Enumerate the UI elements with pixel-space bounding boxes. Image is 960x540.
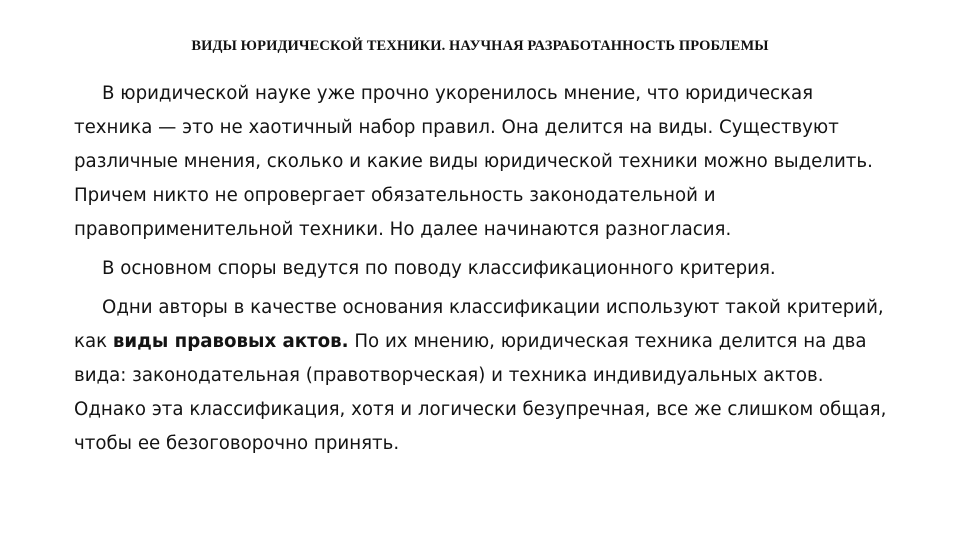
paragraph-1: В юридической науке уже прочно укоренилось мнение, что юридическая техника — это не хаотичный набор правил. Она делится на виды. Существуют различные мнения, сколько и какие виды юридической техники можно выделить. Причем никто не опровергает обязательность законодательной и правоприменительной техники. Но далее начинаются разногласия. bbox=[74, 83, 873, 240]
paragraph-2: В основном споры ведутся по поводу классификационного критерия. bbox=[102, 258, 776, 279]
paragraph-3 bbox=[74, 291, 894, 461]
paragraph-3-emphasis: виды правовых актов. bbox=[112, 331, 349, 352]
slide-title: ВИДЫ ЮРИДИЧЕСКОЙ ТЕХНИКИ. НАУЧНАЯ РАЗРАБОТАННОСТЬ ПРОБЛЕМЫ bbox=[191, 38, 769, 54]
slide-body bbox=[74, 77, 894, 466]
paragraph-3-text-start: Одни авторы в качестве основания классификации используют такой критерий, как bbox=[74, 297, 884, 352]
paragraph-3-text-end: По их мнению, юридическая техника делится на два вида: законодательная (правотворческая) и техника индивидуальных актов. Однако эта классификация, хотя и логически безупречная, все же слишком общая, чтобы ее безоговорочно принять. bbox=[74, 331, 887, 454]
